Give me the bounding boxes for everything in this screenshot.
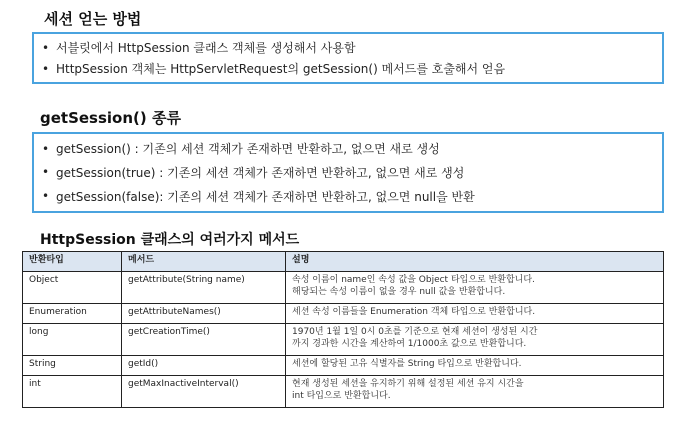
method-cell: getAttributeNames() bbox=[122, 304, 286, 324]
table-row bbox=[23, 376, 664, 408]
list-item bbox=[34, 137, 662, 160]
return-type-cell: long bbox=[23, 324, 122, 356]
section1-box bbox=[32, 32, 664, 84]
bullet-icon: • bbox=[42, 40, 50, 55]
column-header: 반환타입 bbox=[23, 252, 122, 272]
table-header-row bbox=[23, 252, 664, 272]
list-item bbox=[34, 58, 662, 79]
table-row bbox=[23, 356, 664, 376]
description-cell: 현재 생성된 세션을 유지하기 위해 설정된 세션 유지 시간을 int 타입으로 반환합니다. bbox=[286, 376, 664, 408]
table-row bbox=[23, 324, 664, 356]
list-item-text: HttpSession 객체는 HttpServletRequest의 getSession() 메서드를 호출해서 얻음 bbox=[56, 62, 506, 76]
section1-title: 세션 얻는 방법 bbox=[44, 10, 142, 28]
description-cell: 세션에 할당된 고유 식별자를 String 타입으로 반환합니다. bbox=[286, 356, 664, 376]
return-type-cell: int bbox=[23, 376, 122, 408]
method-cell: getMaxInactiveInterval() bbox=[122, 376, 286, 408]
column-header: 설명 bbox=[286, 252, 664, 272]
bullet-icon: • bbox=[42, 141, 50, 156]
list-item-text: getSession(false): 기존의 세션 객체가 존재하면 반환하고, 없으면 null을 반환 bbox=[56, 189, 475, 204]
section3-title: HttpSession 클래스의 여러가지 메서드 bbox=[40, 232, 300, 248]
return-type-cell: Object bbox=[23, 272, 122, 304]
list-item bbox=[34, 160, 662, 184]
return-type-cell: String bbox=[23, 356, 122, 376]
list-item-text: getSession(true) : 기존의 세션 객체가 존재하면 반환하고, 없으면 새로 생성 bbox=[56, 165, 465, 180]
list-item-text: getSession() : 기존의 세션 객체가 존재하면 반환하고, 없으면 새로 생성 bbox=[56, 142, 440, 156]
list-item bbox=[34, 37, 662, 58]
table-row bbox=[23, 272, 664, 304]
methods-table bbox=[22, 251, 664, 408]
bullet-icon: • bbox=[42, 61, 50, 76]
description-cell: 1970년 1월 1일 0시 0초를 기준으로 현재 세션이 생성된 시간 까지 경과한 시간을 계산하여 1/1000초 값으로 반환합니다. bbox=[286, 324, 664, 356]
method-cell: getCreationTime() bbox=[122, 324, 286, 356]
section2-title: getSession() 종류 bbox=[40, 109, 181, 127]
list-item bbox=[34, 184, 662, 208]
method-cell: getAttribute(String name) bbox=[122, 272, 286, 304]
section2-box bbox=[32, 132, 664, 213]
description-cell: 세션 속성 이름들을 Enumeration 객체 타입으로 반환합니다. bbox=[286, 304, 664, 324]
description-cell: 속성 이름이 name인 속성 값을 Object 타입으로 반환합니다. 해당되는 속성 이름이 없을 경우 null 값을 반환합니다. bbox=[286, 272, 664, 304]
bullet-icon: • bbox=[42, 189, 50, 203]
method-cell: getId() bbox=[122, 356, 286, 376]
column-header: 메서드 bbox=[122, 252, 286, 272]
list-item-text: 서블릿에서 HttpSession 클래스 객체를 생성해서 사용함 bbox=[56, 41, 356, 55]
bullet-icon: • bbox=[42, 165, 50, 179]
return-type-cell: Enumeration bbox=[23, 304, 122, 324]
table-row bbox=[23, 304, 664, 324]
